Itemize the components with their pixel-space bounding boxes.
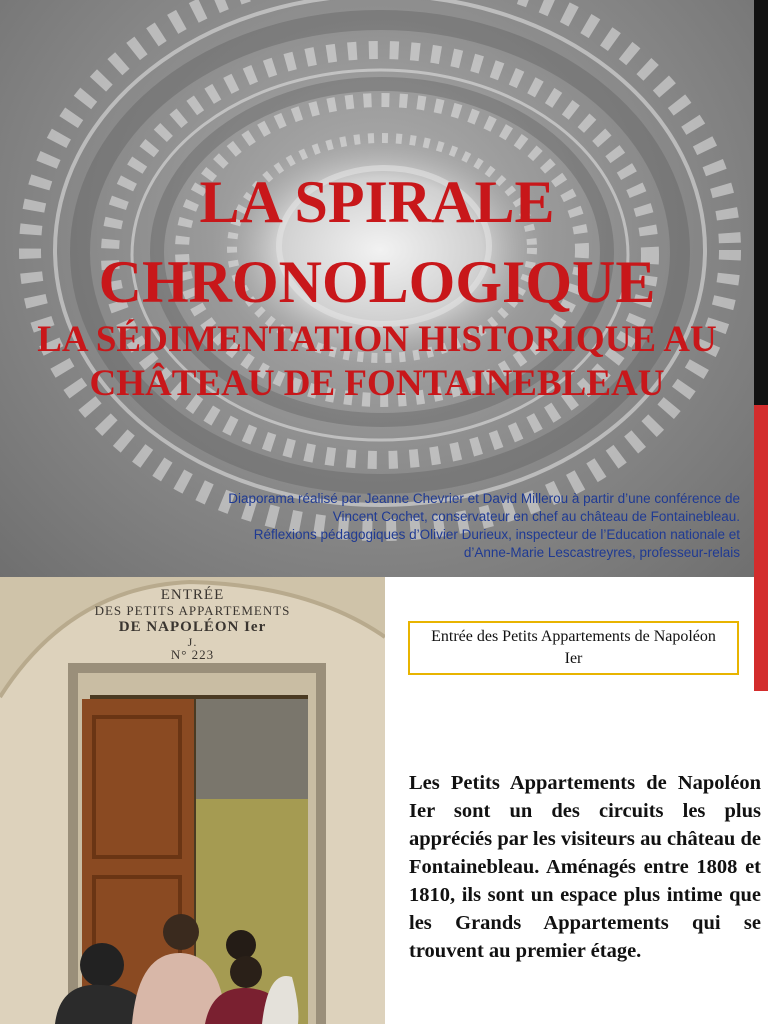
credits-line-3: Réflexions pédagogiques d’Olivier Durieux, inspecteur de l’Education nationale et xyxy=(253,527,740,542)
body-paragraph: Les Petits Appartements de Napoléon Ier sont un des circuits les plus appréciés par les visiteurs au château de Fontainebleau. Aménagés entre 1808 et 1810, ils sont un espace plus intime que les Grands Appartements qui se trouvent au premier étage. xyxy=(409,771,761,962)
sign-line-3: DE NAPOLÉON Ier xyxy=(118,619,267,635)
credits-line-4: d’Anne-Marie Lescastreyres, professeur-relais xyxy=(463,545,740,560)
photo-caption xyxy=(408,621,739,675)
side-accent-red xyxy=(754,405,768,691)
entrance-photo xyxy=(0,577,385,1024)
credits xyxy=(100,490,740,562)
sign-line-4: J. xyxy=(187,635,198,649)
subtitle-line-1: LA SÉDIMENTATION HISTORIQUE AU xyxy=(37,319,717,360)
credits-line-2: Vincent Cochet, conservateur en chef au château de Fontainebleau. xyxy=(332,509,740,524)
title-line-2: CHRONOLOGIQUE xyxy=(98,249,656,315)
side-accent-black xyxy=(754,0,768,405)
photo-caption-text: Entrée des Petits Appartements de Napoléon Ier xyxy=(431,628,716,667)
sign-line-2: DES PETITS APPARTEMENTS xyxy=(94,603,291,618)
sign-line-5: N° 223 xyxy=(170,647,215,662)
title-line-1: LA SPIRALE xyxy=(199,169,555,235)
sign-line-1: ENTRÉE xyxy=(160,587,225,603)
subtitle-line-2: CHÂTEAU DE FONTAINEBLEAU xyxy=(89,363,665,404)
credits-line-1: Diaporama réalisé par Jeanne Chevrier et David Millerou à partir d’une conférence de xyxy=(228,491,740,506)
